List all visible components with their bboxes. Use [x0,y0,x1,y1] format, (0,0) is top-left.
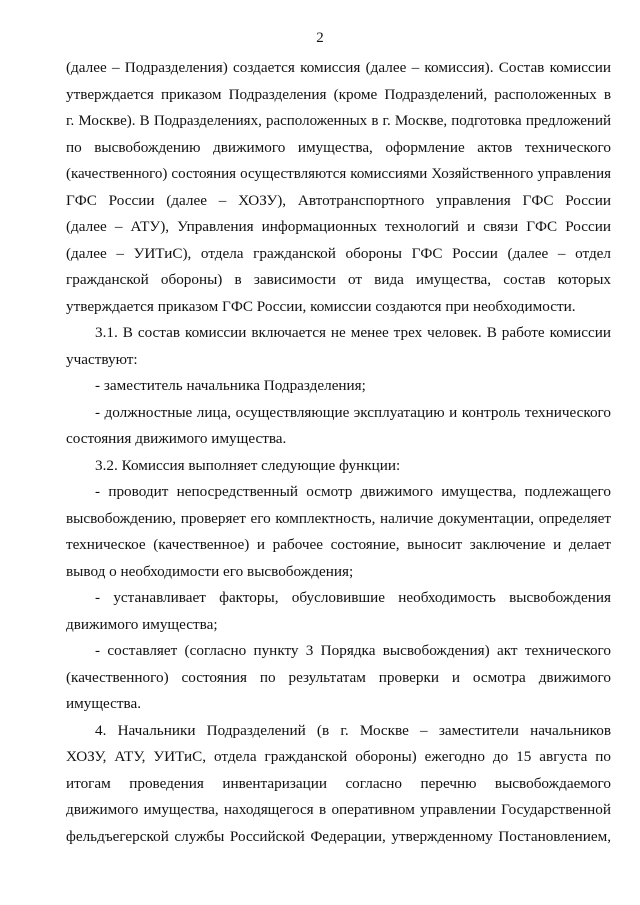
text-line: (далее – Подразделения) создается комиссия (далее – комиссия). Состав комиссии [66,59,611,76]
text-line: (далее – УИТиС), отдела гражданской обороны ГФС России (далее – отдел [66,244,611,262]
text-line: высвобождению, проверяет его комплектность, наличие документации, определяет [66,509,611,527]
text-line: - устанавливает факторы, обусловившие необходимость высвобождения [95,589,611,606]
text-line: (далее – АТУ), Управления информационных технологий и связи ГФС России [66,218,611,235]
list-item-deputy-head [66,373,611,400]
text-line: 3.1. В состав комиссии включается не менее трех человек. В работе комиссии [95,324,611,341]
text-line: (качественного) состояния по результатам проверки и осмотра движимого [66,668,611,686]
text-line: фельдъегерской службы Российской Федерации, утвержденному Постановлением, [66,827,611,845]
paragraph-3-2 [66,453,611,480]
text-line: - составляет (согласно пункту 3 Порядка высвобождения) акт технического [95,642,611,659]
text-line: ХОЗУ, АТУ, УИТиС, отдела гражданской обороны) ежегодно до 15 августа по [66,748,611,765]
text-line: (качественного) состояния осуществляются комиссиями Хозяйственного управления [66,166,611,182]
text-line: утверждается приказом ГФС России, комиссии создаются при необходимости. [66,297,576,315]
text-line: состояния движимого имущества. [66,430,287,447]
text-line: 3.2. Комиссия выполняет следующие функции: [95,456,401,474]
text-line: техническое (качественное) и рабочее состояние, выносит заключение и делает [66,536,611,553]
text-line: участвуют: [66,350,138,368]
list-item-officials [66,400,611,453]
text-line: - заместитель начальника Подразделения; [95,377,366,394]
text-line: ГФС России (далее – ХОЗУ), Автотранспортного управления ГФС России [66,191,611,209]
text-line: имущества. [66,695,142,712]
document-body [66,55,611,850]
paragraph-4 [66,718,611,851]
text-line: по высвобождению движимого имущества, оформление актов технического [66,138,611,156]
text-line: г. Москве). В Подразделениях, расположенных в г. Москве, подготовка предложений [66,113,611,129]
page-number: 2 [316,30,324,46]
list-item-inspection [66,479,611,585]
text-line: вывод о необходимости его высвобождения; [66,562,354,580]
paragraph-commission-intro [66,55,611,320]
text-line: - должностные лица, осуществляющие эксплуатацию и контроль технического [95,403,611,421]
text-line: - проводит непосредственный осмотр движимого имущества, подлежащего [95,483,611,500]
text-line: движимого имущества, находящегося в оперативном управлении Государственной [66,801,611,818]
list-item-act [66,638,611,718]
text-line: утверждается приказом Подразделения (кроме Подразделений, расположенных в [66,85,611,103]
text-line: гражданской обороны) в зависимости от вида имущества, состав которых [66,271,611,288]
list-item-factors [66,585,611,638]
text-line: движимого имущества; [66,615,218,633]
text-line: итогам проведения инвентаризации согласно перечню высвобождаемого [66,774,611,792]
text-line: 4. Начальники Подразделений (в г. Москве – заместители начальников [95,721,611,739]
paragraph-3-1 [66,320,611,373]
